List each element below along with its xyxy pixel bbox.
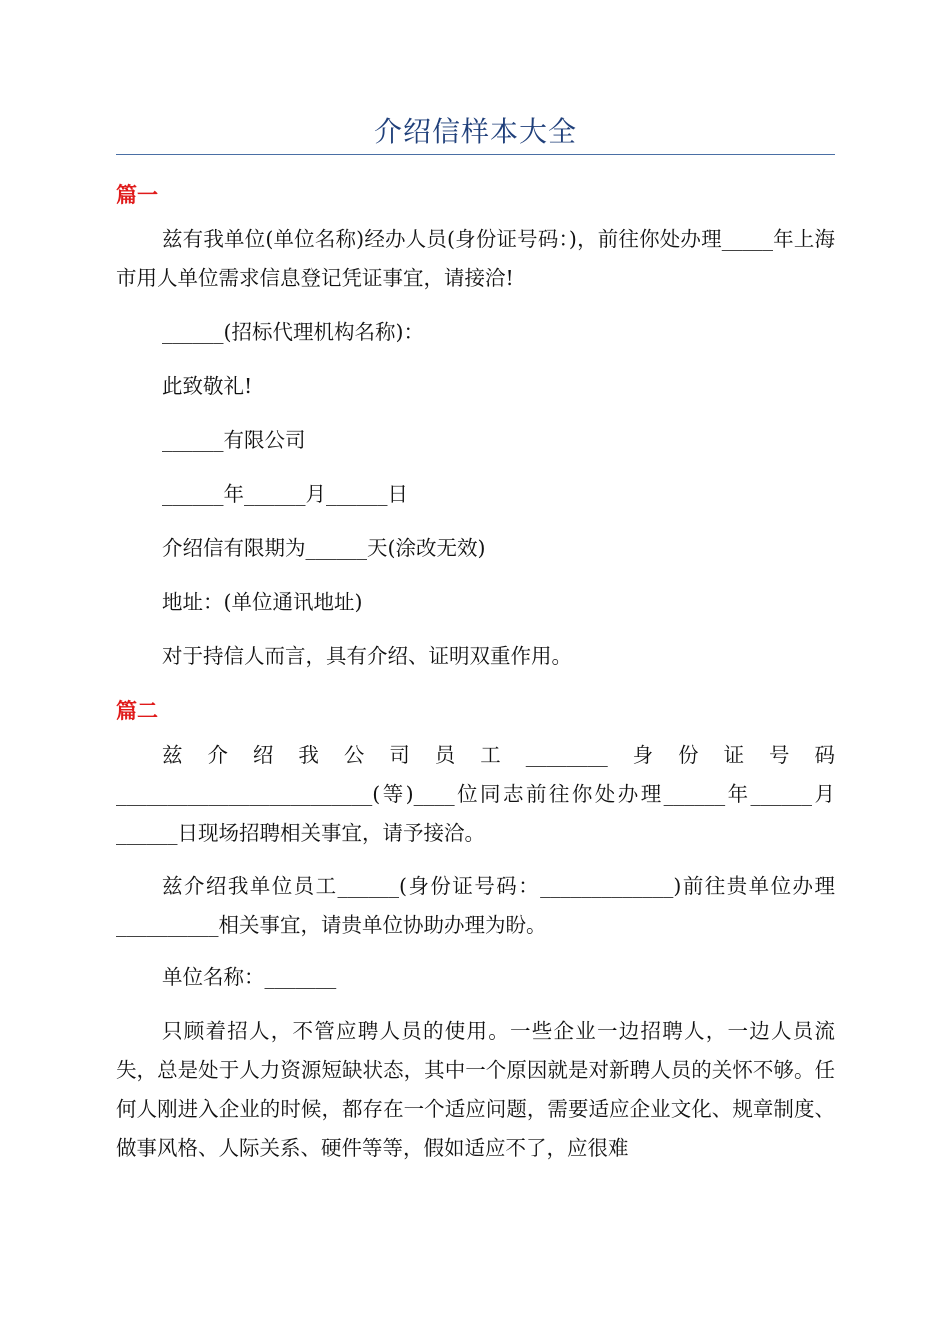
section-2-paragraph-3: 单位名称：_______ [162, 965, 337, 989]
section-heading-1: 篇一 [116, 183, 158, 207]
section-1-paragraph-5: ______年______月______日 [162, 482, 408, 506]
document-title: 介绍信样本大全 [373, 115, 577, 148]
section-1-paragraph-3: 此致敬礼! [162, 374, 253, 398]
section-1-paragraph-8: 对于持信人而言，具有介绍、证明双重作用。 [162, 644, 572, 668]
section-1-paragraph-4: ______有限公司 [162, 428, 306, 452]
section-1-paragraph-1: 兹有我单位(单位名称)经办人员(身份证号码：)，前往你处办理_____年上海市用人单位需求信息登记凭证事宜，请接洽! [116, 227, 835, 290]
section-2-paragraph-1: 兹介绍我公司员工________身份证号码_________________________(等)____位同志前往你处办理______年______月______日现场招聘相关事宜，请予接洽。 [116, 743, 835, 845]
section-1-paragraph-2: ______(招标代理机构名称)： [162, 320, 424, 344]
section-2-paragraph-4: 只顾着招人，不管应聘人员的使用。一些企业一边招聘人，一边人员流失，总是处于人力资源短缺状态，其中一个原因就是对新聘人员的关怀不够。任何人刚进入企业的时候，都存在一个适应问题，需要适应企业文化、规章制度、做事风格、人际关系、硬件等等，假如适应不了，应很难 [116, 1019, 835, 1160]
section-1-paragraph-7: 地址：(单位通讯地址) [162, 590, 363, 614]
title-divider [116, 154, 835, 155]
section-heading-2: 篇二 [116, 699, 158, 723]
section-1-paragraph-6: 介绍信有限期为______天(涂改无效) [162, 536, 486, 560]
section-2-paragraph-2: 兹介绍我单位员工______(身份证号码：_____________)前往贵单位办理__________相关事宜，请贵单位协助办理为盼。 [116, 874, 835, 937]
